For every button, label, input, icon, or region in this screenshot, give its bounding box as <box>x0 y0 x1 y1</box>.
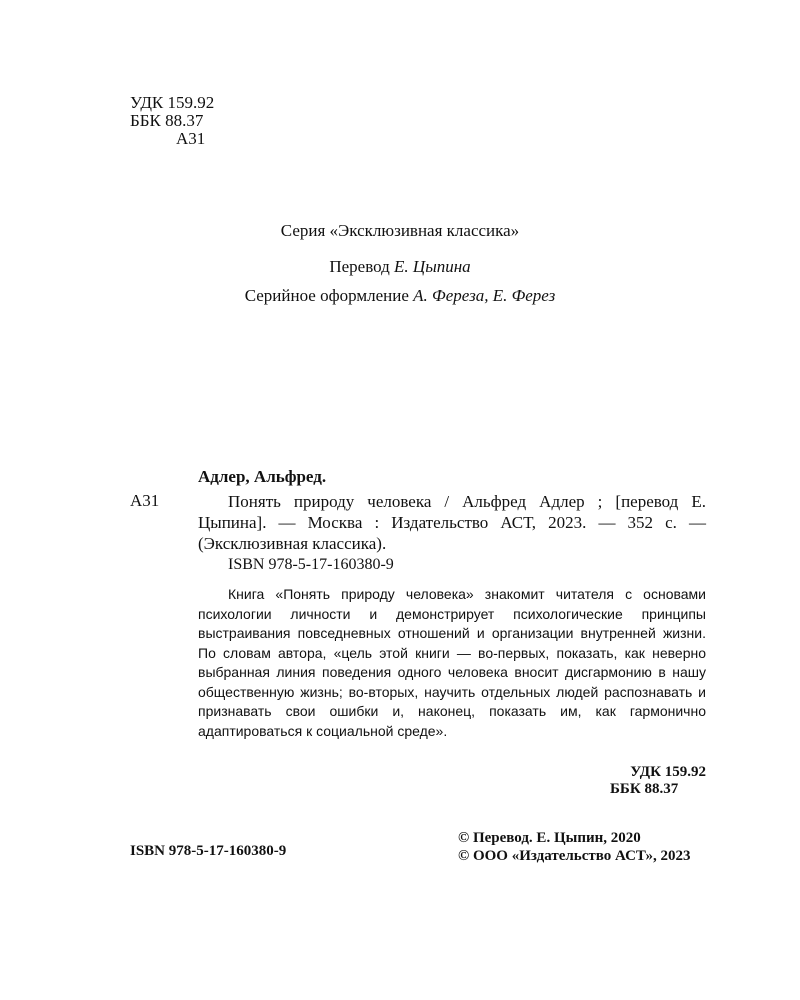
card-heading: Адлер, Альфред. <box>198 467 327 486</box>
footer-isbn: ISBN 978-5-17-160380-9 <box>130 843 287 859</box>
design-label: Серийное оформление <box>244 286 409 305</box>
copyright-publisher: © ООО «Издательство АСТ», 2023 <box>458 848 691 864</box>
copyright-translation: © Перевод. Е. Цыпин, 2020 <box>458 830 641 846</box>
bbk-code: ББК 88.37 <box>130 111 204 130</box>
card-author-mark: А31 <box>130 491 160 510</box>
translation-label: Перевод <box>329 257 390 276</box>
udk-code: УДК 159.92 <box>130 93 215 112</box>
card-bbk: ББК 88.37 <box>610 781 679 797</box>
card-udk: УДК 159.92 <box>630 764 706 780</box>
series-line: Серия «Эксклюзивная классика» <box>280 221 520 240</box>
design-line <box>0 286 800 306</box>
translator-name: Е. Цыпина <box>394 257 471 276</box>
author-mark: А31 <box>176 129 206 148</box>
designer-names: А. Фереза, Е. Ферез <box>413 286 556 305</box>
translation-line <box>0 257 800 277</box>
card-annotation: Книга «Понять природу человека» знакомит читателя с основами психологии личности и демонстрирует психологические принципы выстраивания повседневных отношений и организации внутренней жизни. По словам автора, «цель этой книги — во-первых, показать, как неверно выбранная линия поведения одного человека вносит дисгармонию в нашу общественную жизнь; во-вторых, научить отдельных людей распознавать и признавать свои ошибки и, наконец, показать им, как гармонично адаптироваться к социальной среде». <box>198 586 706 739</box>
card-isbn: ISBN 978-5-17-160380-9 <box>228 556 394 573</box>
card-description: Понять природу человека / Альфред Адлер ; [перевод Е. Цыпина]. — Москва : Издательство АСТ, 2023. — 352 с. — (Эксклюзивная классика). <box>198 492 706 553</box>
